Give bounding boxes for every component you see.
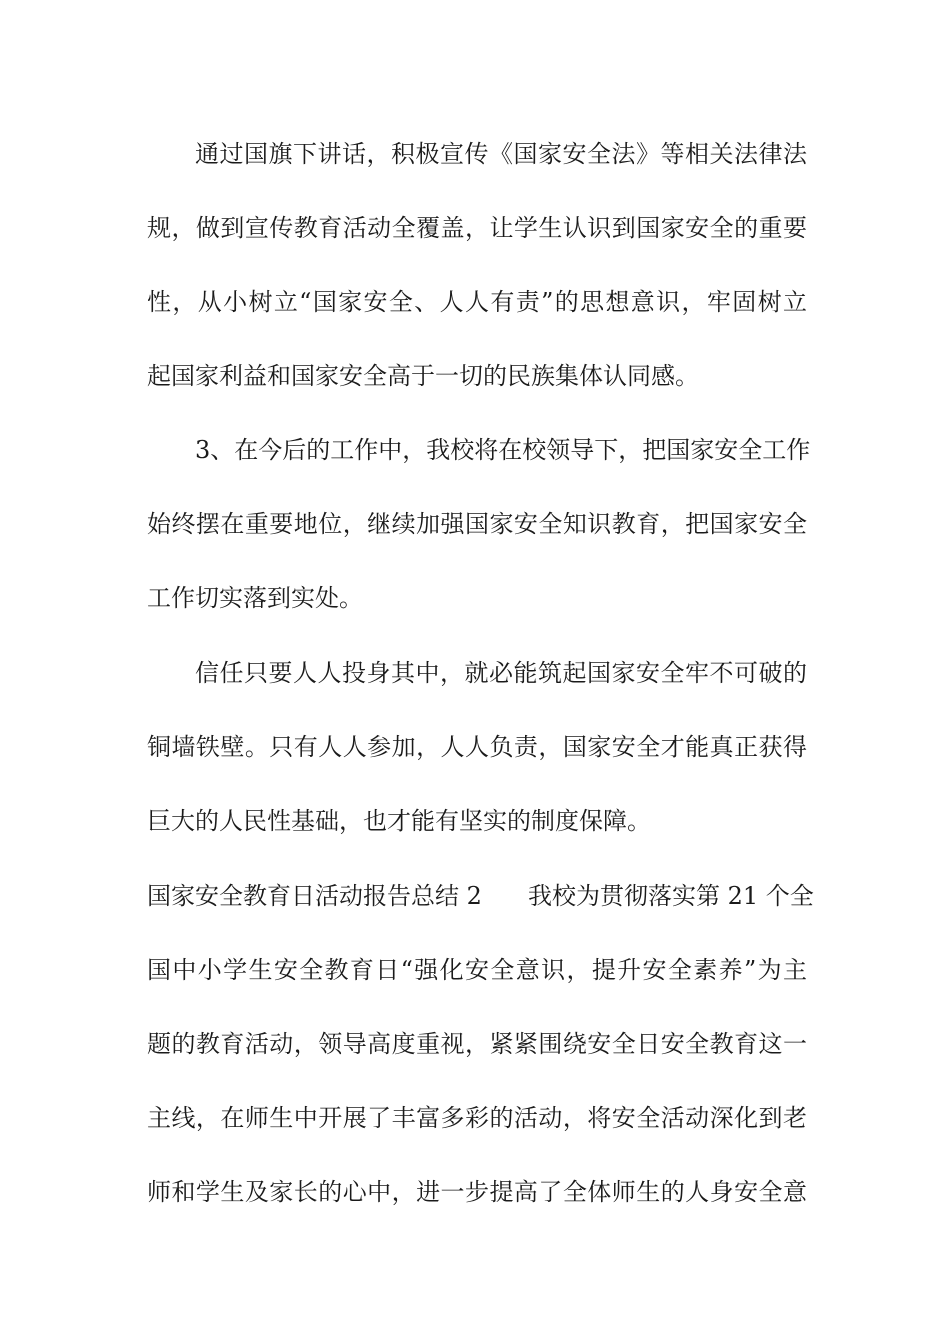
section-line-5: 师和学生及家长的心中，进一步提高了全体师生的人身安全意 xyxy=(147,1178,807,1206)
paragraph-3-line-1: 信任只要人人投身其中，就必能筑起国家安全牢不可破的 xyxy=(195,659,807,687)
paragraph-1-line-3: 性，从小树立“国家安全、人人有责”的思想意识，牢固树立 xyxy=(147,288,807,316)
section-heading-line xyxy=(147,876,814,916)
section-line-4: 主线，在师生中开展了丰富多彩的活动，将安全活动深化到老 xyxy=(147,1104,807,1132)
paragraph-1-line-2: 规，做到宣传教育活动全覆盖，让学生认识到国家安全的重要 xyxy=(147,214,807,242)
section-first-line-text: 我校为贯彻落实第 21 个全 xyxy=(528,882,814,910)
section-title: 国家安全教育日活动报告总结 2 xyxy=(147,882,482,910)
paragraph-2-line-3: 工作切实落到实处。 xyxy=(147,584,363,612)
paragraph-3-line-2: 铜墙铁壁。只有人人参加，人人负责，国家安全才能真正获得 xyxy=(147,733,807,761)
paragraph-2-line-1: 3、在今后的工作中，我校将在校领导下，把国家安全工作 xyxy=(195,436,811,464)
section-line-3: 题的教育活动，领导高度重视，紧紧围绕安全日安全教育这一 xyxy=(147,1030,807,1058)
paragraph-2-line-2: 始终摆在重要地位，继续加强国家安全知识教育，把国家安全 xyxy=(147,510,807,538)
paragraph-1-line-4: 起国家利益和国家安全高于一切的民族集体认同感。 xyxy=(147,362,699,390)
paragraph-1-line-1: 通过国旗下讲话，积极宣传《国家安全法》等相关法律法 xyxy=(195,140,807,168)
paragraph-3-line-3: 巨大的人民性基础，也才能有坚实的制度保障。 xyxy=(147,807,651,835)
section-line-2: 国中小学生安全教育日“强化安全意识，提升安全素养”为主 xyxy=(147,956,807,984)
